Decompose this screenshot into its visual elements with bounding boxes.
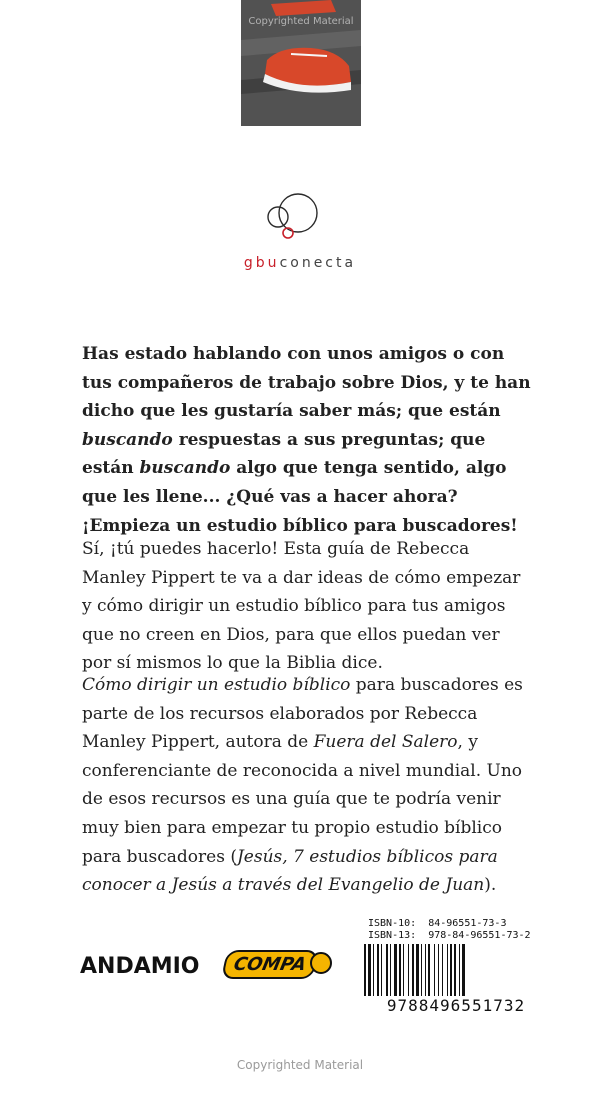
barcode-bar bbox=[434, 944, 435, 996]
gbuconecta-logo-icon bbox=[266, 193, 322, 243]
barcode-bar bbox=[394, 944, 397, 996]
p3-text-1: para buscadores es parte de los recursos elaborados por Rebecca Manley Pippert, autora de bbox=[82, 675, 523, 753]
author-book-emphasis: Fuera del Salero bbox=[313, 732, 458, 753]
watermark-text: Copyrighted Material bbox=[248, 16, 354, 27]
barcode-bar bbox=[381, 944, 382, 996]
barcode-bar bbox=[408, 944, 409, 996]
lead-text-2: respuestas a sus preguntas; que están bbox=[82, 429, 486, 479]
barcode-bar bbox=[390, 944, 391, 996]
barcode-bar bbox=[412, 944, 414, 996]
gbuconecta-wordmark bbox=[0, 255, 600, 271]
lead-emphasis-1: buscando bbox=[82, 429, 173, 450]
p3-text-2: , y conferenciante de reconocida a nivel mundial. Uno de esos recursos es una guía que te podría venir muy bien para empezar tu propio estudio bíblico para buscadores ( bbox=[82, 732, 523, 867]
barcode-bar bbox=[386, 944, 388, 996]
isbn-10: ISBN-10: 84-96551-73-3 bbox=[368, 918, 507, 929]
lead-text-1: Has estado hablando con unos amigos o con tus compañeros de trabajo sobre Dios, y te han dicho que les gustaría saber más; que están bbox=[82, 344, 531, 422]
barcode-bar bbox=[450, 944, 452, 996]
wordmark-suffix: conecta bbox=[279, 255, 357, 271]
barcode-bar bbox=[421, 944, 422, 996]
barcode-bar bbox=[403, 944, 404, 996]
wordmark-prefix: gbu bbox=[243, 255, 280, 271]
barcode-bar bbox=[428, 944, 430, 996]
isbn-barcode-block bbox=[358, 918, 554, 1018]
barcode-bar bbox=[454, 944, 456, 996]
barcode-bar bbox=[462, 944, 465, 996]
barcode-bar bbox=[425, 944, 426, 996]
andamio-logo: ANDAMIO bbox=[80, 954, 200, 979]
footer-watermark: Copyrighted Material bbox=[236, 1058, 364, 1072]
body-paragraph-3 bbox=[82, 671, 532, 900]
compa-wordmark: COMPA bbox=[221, 950, 319, 979]
barcode-bar bbox=[416, 944, 419, 996]
barcode-digits: 9788496551732 bbox=[386, 996, 526, 1015]
guide-title-emphasis: Jesús, 7 estudios bíblicos para conocer a Jesús a través del Evangelio de Juan bbox=[82, 846, 498, 896]
barcode-bar bbox=[447, 944, 448, 996]
compa-seal-icon bbox=[310, 952, 332, 974]
barcode-bar bbox=[377, 944, 379, 996]
lead-paragraph bbox=[82, 340, 532, 540]
barcode-bar bbox=[438, 944, 439, 996]
lead-text-3: algo que tenga sentido, algo que les llene... ¿Qué vas a hacer ahora? ¡Empieza un estudio bíblico para buscadores! bbox=[82, 458, 518, 536]
barcode-icon bbox=[358, 944, 554, 998]
compa-logo bbox=[224, 946, 334, 986]
book-title-emphasis: Cómo dirigir un estudio bíblico bbox=[82, 675, 351, 695]
barcode-bar bbox=[373, 944, 374, 996]
body-paragraph-2: Sí, ¡tú puedes hacerlo! Esta guía de Rebecca Manley Pippert te va a dar ideas de cómo empezar y cómo dirigir un estudio bíblico para tus amigos que no creen en Dios, para que ellos puedan ver por sí mismos lo que la Biblia dice. bbox=[82, 539, 521, 674]
cover-photo-sneaker bbox=[241, 0, 361, 126]
p3-text-3: ). bbox=[484, 875, 497, 896]
lead-emphasis-2: buscando bbox=[139, 458, 231, 479]
barcode-bar bbox=[442, 944, 443, 996]
barcode-bar bbox=[459, 944, 460, 996]
publisher-logos bbox=[78, 940, 338, 994]
barcode-bar bbox=[364, 944, 366, 996]
isbn-13: ISBN-13: 978-84-96551-73-2 bbox=[368, 930, 531, 941]
barcode-bar bbox=[368, 944, 371, 996]
barcode-bar bbox=[399, 944, 401, 996]
